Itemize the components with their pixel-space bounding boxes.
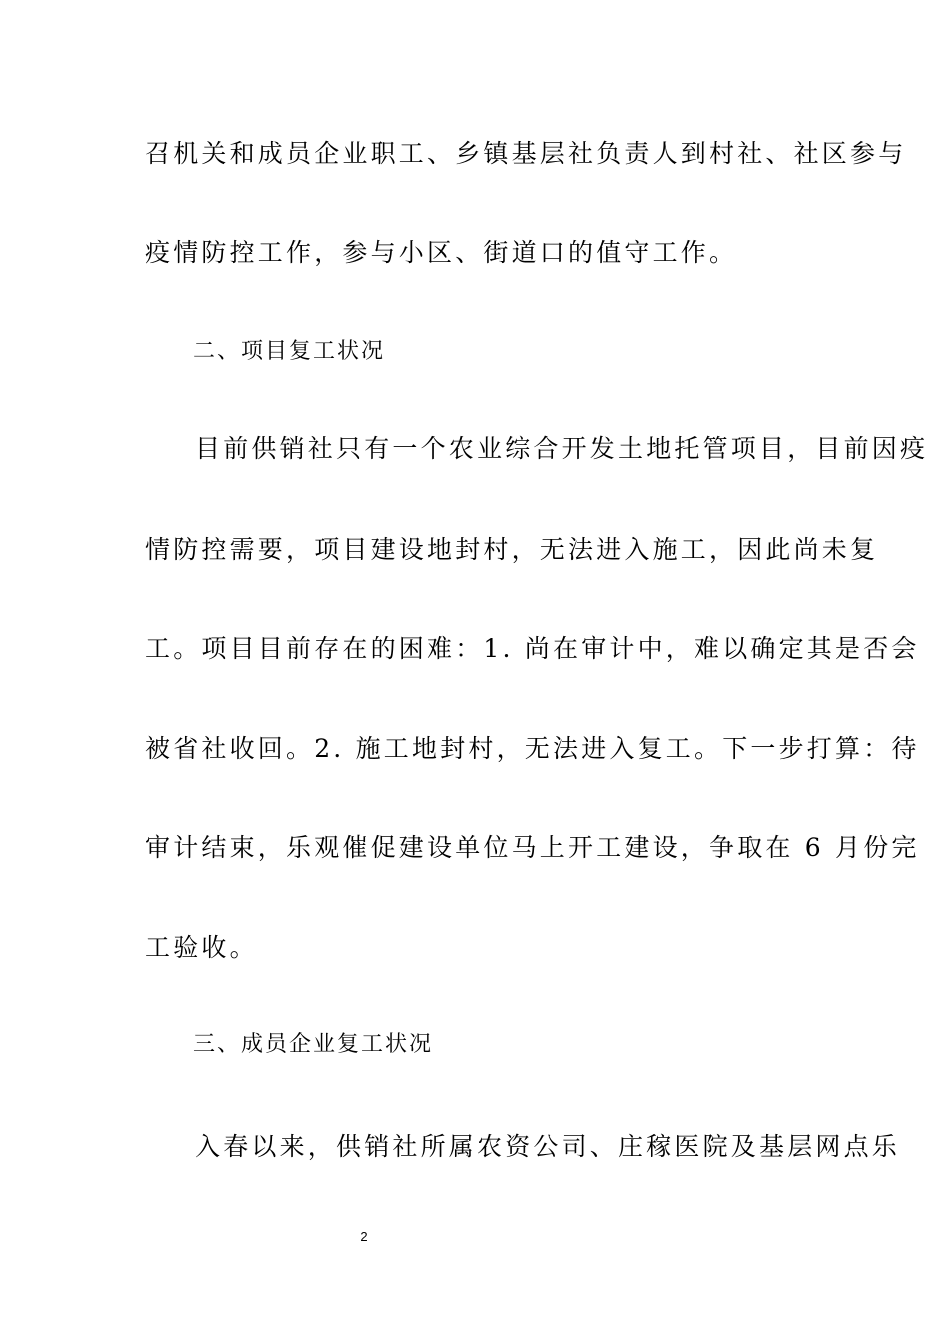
paragraph-line: 情防控需要，项目建设地封村，无法进入施工，因此尚未复 (145, 535, 879, 564)
paragraph-line: 审计结束，乐观催促建设单位马上开工建设，争取在 6 月份完 (145, 833, 920, 862)
section-heading: 三、成员企业复工状况 (193, 1032, 434, 1057)
paragraph-line: 工验收。 (145, 933, 258, 962)
page-number: 2 (360, 1229, 368, 1244)
paragraph-line: 工。项目目前存在的困难：1. 尚在审计中，难以确定其是否会 (145, 634, 920, 663)
paragraph-line: 被省社收回。2. 施工地封村，无法进入复工。下一步打算：待 (145, 734, 920, 763)
section-heading: 二、项目复工状况 (193, 339, 386, 364)
paragraph-line: 召机关和成员企业职工、乡镇基层社负责人到村社、社区参与 (145, 139, 907, 168)
paragraph-line: 入春以来，供销社所属农资公司、庄稼医院及基层网点乐 (195, 1132, 901, 1161)
paragraph-line: 疫情防控工作，参与小区、街道口的值守工作。 (145, 238, 738, 267)
paragraph-line: 目前供销社只有一个农业综合开发土地托管项目，目前因疫 (195, 434, 929, 463)
